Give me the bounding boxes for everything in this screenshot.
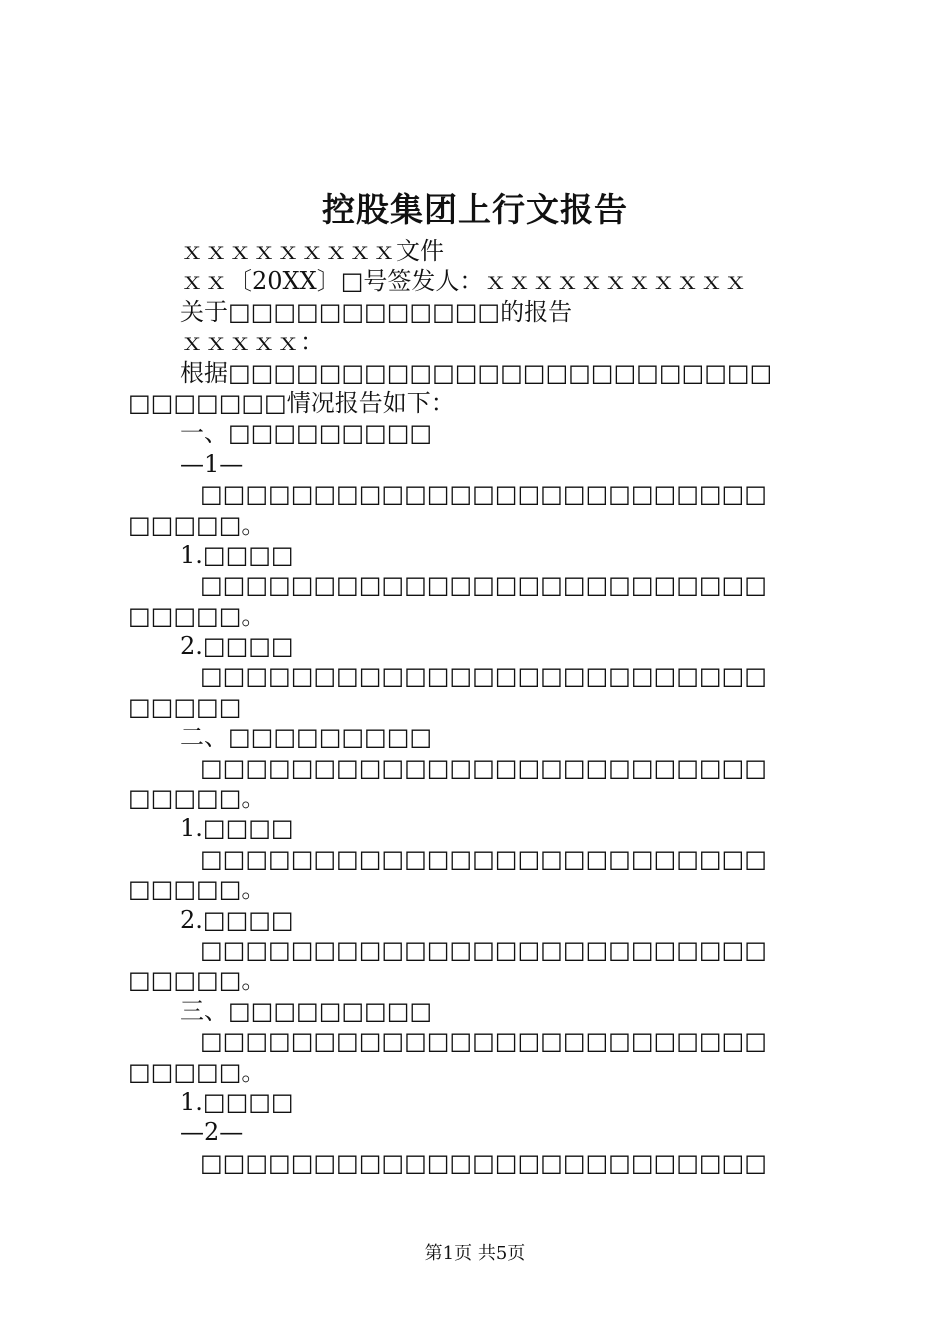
doc-line: —1— xyxy=(180,449,244,478)
doc-line: □□□□□□□□□□□□□□□□□□□□□□□□□ xyxy=(200,753,767,782)
doc-line: 2.□□□□ xyxy=(180,905,294,934)
doc-line: 1.□□□□ xyxy=(180,1087,294,1116)
doc-line: 根据□□□□□□□□□□□□□□□□□□□□□□□□ xyxy=(180,358,773,387)
doc-line: □□□□□。 xyxy=(128,966,266,995)
doc-line: □□□□□□□□□□□□□□□□□□□□□□□□□ xyxy=(200,571,767,600)
doc-line: —2— xyxy=(180,1118,244,1147)
document-body xyxy=(128,236,838,1178)
doc-line: ｘｘ〔20XX〕□号签发人：ｘｘｘｘｘｘｘｘｘｘｘ xyxy=(180,267,748,296)
doc-line: 关于□□□□□□□□□□□□的报告 xyxy=(180,297,573,326)
page-footer: 第1页 共5页 xyxy=(424,1243,526,1264)
doc-line: ｘｘｘｘｘ： xyxy=(180,328,324,357)
doc-line: □□□□□。 xyxy=(128,1057,266,1086)
doc-line: 1.□□□□ xyxy=(180,814,294,843)
doc-line: □□□□□□□□□□□□□□□□□□□□□□□□□ xyxy=(200,480,767,509)
doc-line: □□□□□。 xyxy=(128,510,266,539)
doc-line: □□□□□□□□□□□□□□□□□□□□□□□□□ xyxy=(200,844,767,873)
doc-line: ｘｘｘｘｘｘｘｘｘ文件 xyxy=(180,237,444,265)
doc-line: 一、□□□□□□□□□ xyxy=(180,419,433,448)
document-title: 控股集团上行文报告 xyxy=(322,190,628,229)
doc-line: 1.□□□□ xyxy=(180,540,294,569)
doc-line: 二、□□□□□□□□□ xyxy=(180,723,433,752)
doc-line: □□□□□。 xyxy=(128,784,266,813)
doc-line: □□□□□□□□□□□□□□□□□□□□□□□□□ xyxy=(200,935,767,964)
doc-line: 三、□□□□□□□□□ xyxy=(180,996,433,1025)
doc-line: 2.□□□□ xyxy=(180,632,294,661)
doc-line: □□□□□。 xyxy=(128,875,266,904)
doc-line: □□□□□□□情况报告如下： xyxy=(128,388,455,417)
doc-line: □□□□□。 xyxy=(128,601,266,630)
doc-line: □□□□□□□□□□□□□□□□□□□□□□□□□ xyxy=(200,662,767,691)
doc-line: □□□□□□□□□□□□□□□□□□□□□□□□□ xyxy=(200,1027,767,1056)
doc-line: □□□□□□□□□□□□□□□□□□□□□□□□□ xyxy=(200,1148,767,1177)
doc-line: □□□□□ xyxy=(128,692,242,721)
